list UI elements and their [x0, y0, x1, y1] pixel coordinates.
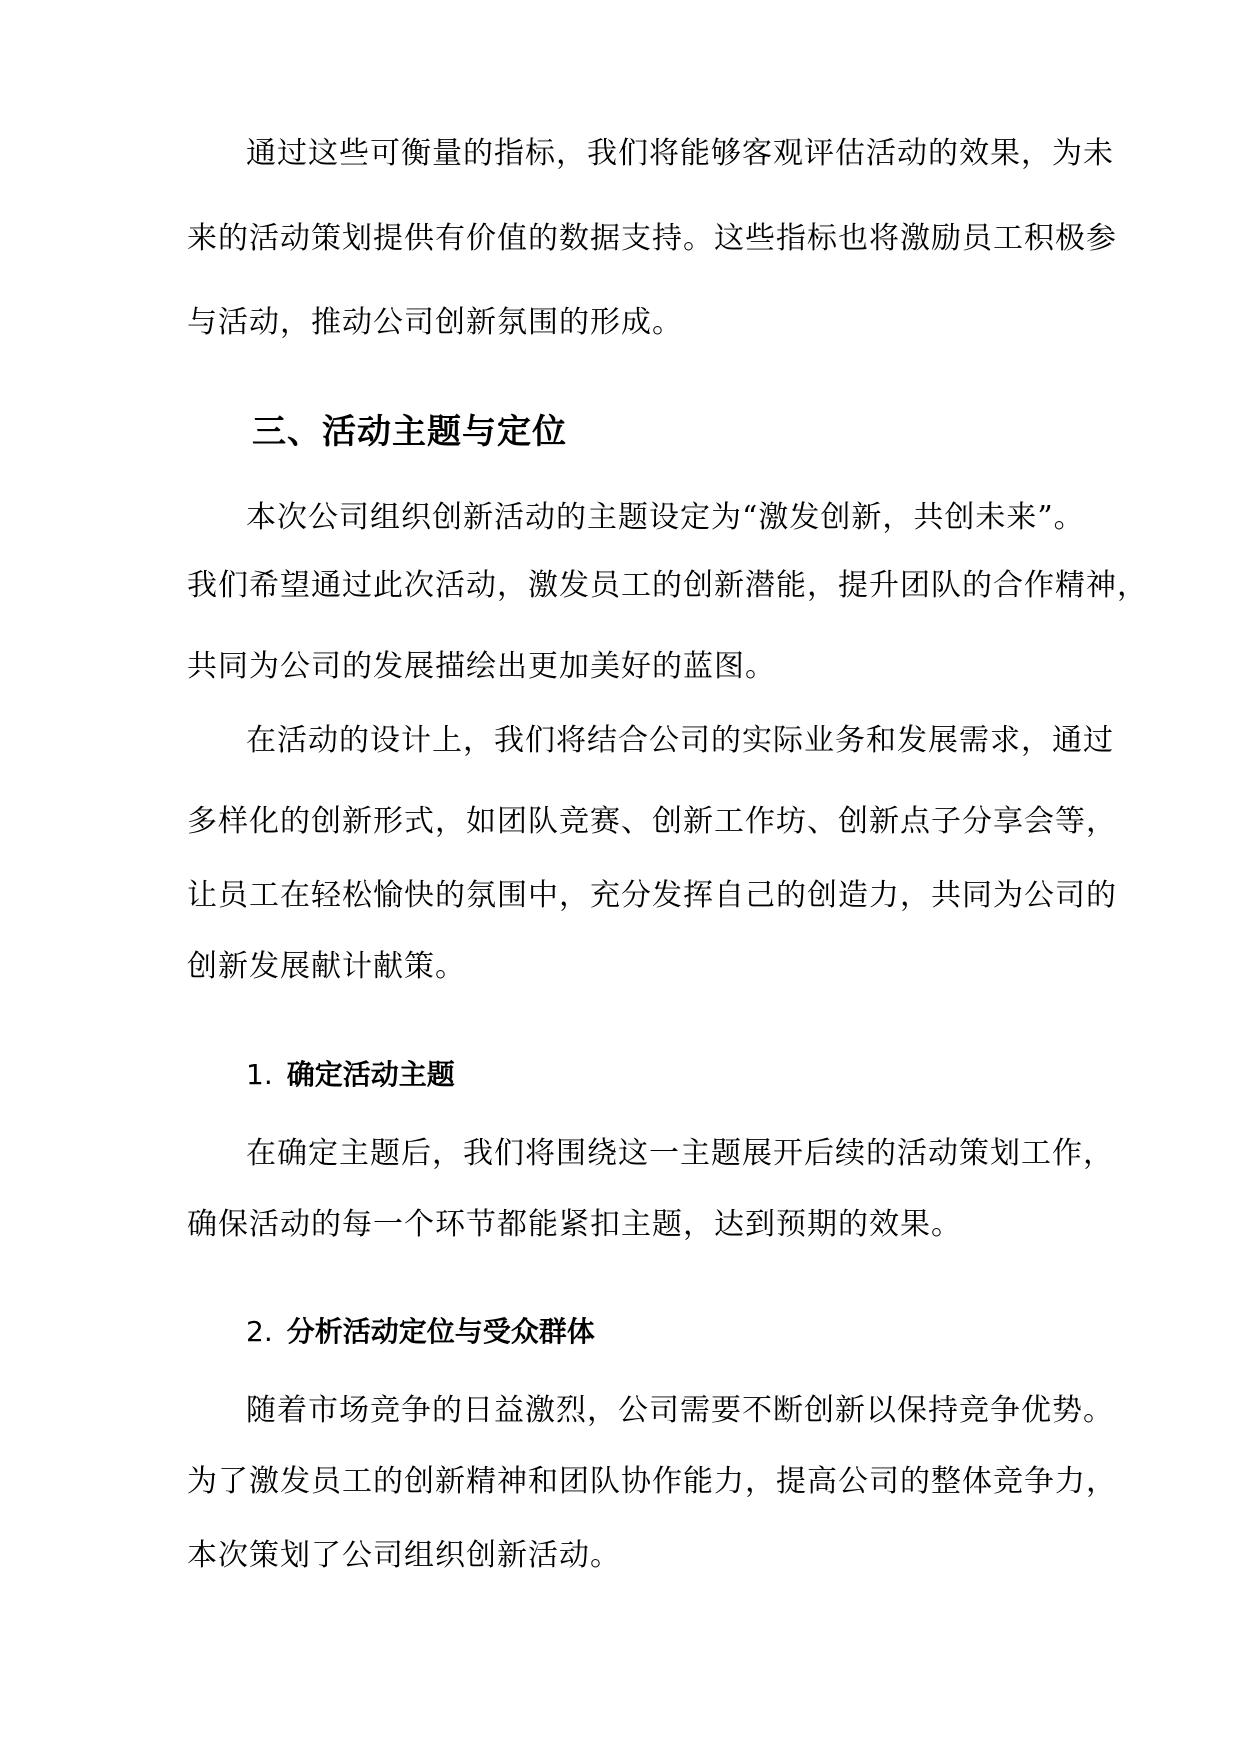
paragraph-line: 在活动的设计上，我们将结合公司的实际业务和发展需求，通过	[246, 723, 1114, 758]
paragraph-line: 创新发展献计献策。	[187, 949, 466, 984]
paragraph-line: 通过这些可衡量的指标，我们将能够客观评估活动的效果，为未	[246, 136, 1114, 171]
paragraph-line: 确保活动的每一个环节都能紧扣主题，达到预期的效果。	[187, 1207, 962, 1242]
subsection-heading-2	[246, 1313, 595, 1351]
section-heading: 三、活动主题与定位	[252, 412, 567, 452]
subsection-title: 确定活动主题	[286, 1058, 455, 1091]
paragraph-line: 本次策划了公司组织创新活动。	[187, 1538, 621, 1573]
paragraph-line: 为了激发员工的创新精神和团队协作能力，提高公司的整体竞争力，	[187, 1464, 1117, 1499]
subsection-number: 1.	[246, 1058, 273, 1091]
paragraph-line: 来的活动策划提供有价值的数据支持。这些指标也将激励员工积极参	[187, 221, 1117, 256]
paragraph-line: 让员工在轻松愉快的氛围中，充分发挥自己的创造力，共同为公司的	[187, 878, 1117, 913]
paragraph-line: 我们希望通过此次活动，激发员工的创新潜能，提升团队的合作精神，	[187, 568, 1148, 603]
subsection-heading-1	[246, 1056, 455, 1094]
paragraph-line: 多样化的创新形式，如团队竞赛、创新工作坊、创新点子分享会等，	[187, 804, 1117, 839]
paragraph-line: 本次公司组织创新活动的主题设定为“激发创新，共创未来”。	[246, 500, 1085, 535]
paragraph-line: 与活动，推动公司创新氛围的形成。	[187, 305, 683, 340]
paragraph-line: 共同为公司的发展描绘出更加美好的蓝图。	[187, 649, 776, 684]
subsection-title: 分析活动定位与受众群体	[286, 1315, 595, 1348]
paragraph-line: 随着市场竞争的日益激烈，公司需要不断创新以保持竞争优势。	[246, 1393, 1114, 1428]
paragraph-line: 在确定主题后，我们将围绕这一主题展开后续的活动策划工作，	[246, 1136, 1114, 1171]
subsection-number: 2.	[246, 1315, 273, 1348]
